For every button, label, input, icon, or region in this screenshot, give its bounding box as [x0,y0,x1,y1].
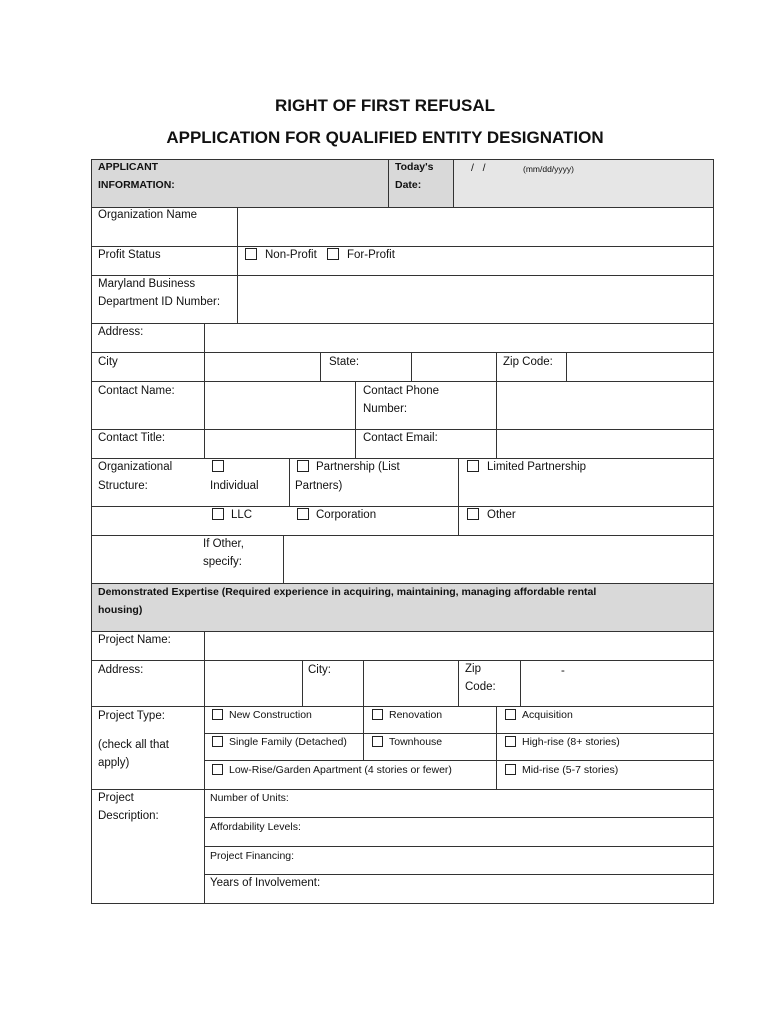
limited-partnership-checkbox[interactable] [467,460,479,472]
contact-phone-label-1: Contact Phone [363,385,440,397]
rule [320,352,321,381]
single-family-label: Single Family (Detached) [229,736,347,748]
date-format-hint: (mm/dd/yyyy) [523,164,574,174]
project-name-field[interactable] [205,632,713,660]
acquisition-checkbox[interactable] [505,709,516,720]
todays-date-label-2: Date: [395,179,422,191]
project-address-label: Address: [98,664,144,676]
mid-rise-checkbox[interactable] [505,764,516,775]
md-business-id-field[interactable] [238,276,713,323]
zip-code-field[interactable] [567,353,713,381]
for-profit-label: For-Profit [347,249,395,261]
corporation-label: Corporation [316,509,377,521]
contact-title-label: Contact Title: [98,432,166,444]
project-city-field[interactable] [364,661,458,706]
project-name-label: Project Name: [98,634,171,646]
acquisition-label: Acquisition [522,709,573,721]
new-construction-checkbox[interactable] [212,709,223,720]
project-description-label-2: Description: [98,810,159,822]
contact-email-label: Contact Email: [363,432,438,444]
rule [91,246,714,247]
project-city-label: City: [308,664,331,676]
llc-checkbox[interactable] [212,508,224,520]
number-of-units-field[interactable]: Number of Units: [210,792,289,804]
todays-date-label-1: Today's [395,161,434,173]
other-checkbox[interactable] [467,508,479,520]
partnership-label-1: Partnership (List [316,461,400,473]
form-title-line2: APPLICATION FOR QUALIFIED ENTITY DESIGNATION [166,128,604,147]
other-label: Other [487,509,516,521]
state-field[interactable] [412,353,496,381]
limited-partnership-label: Limited Partnership [487,461,587,473]
applicant-info-label-2: INFORMATION: [98,179,175,191]
contact-phone-label-2: Number: [363,403,408,415]
llc-label: LLC [231,509,253,521]
rule [388,159,389,207]
low-rise-checkbox[interactable] [212,764,223,775]
individual-label: Individual [210,480,259,492]
rule [91,903,714,904]
contact-phone-field[interactable] [497,382,713,429]
rule [91,789,714,790]
contact-email-field[interactable] [497,430,713,458]
high-rise-label: High-rise (8+ stories) [522,736,620,748]
city-field[interactable] [205,353,320,381]
rule [458,458,459,536]
townhouse-checkbox[interactable] [372,736,383,747]
project-address-field[interactable] [205,661,302,706]
if-other-label-2: specify: [203,556,242,568]
check-all-label-1: (check all that [98,739,169,751]
townhouse-label: Townhouse [389,736,443,748]
state-label: State: [329,356,360,368]
high-rise-checkbox[interactable] [505,736,516,747]
single-family-checkbox[interactable] [212,736,223,747]
address-label: Address: [98,326,144,338]
rule [91,458,714,459]
expertise-heading-2: housing) [98,604,143,616]
rule [458,660,459,706]
low-rise-label: Low-Rise/Garden Apartment (4 stories or fewer) [229,764,452,776]
rule [91,506,714,507]
expertise-heading-1: Demonstrated Expertise (Required experience in acquiring, maintaining, managing affordable rental [98,586,597,598]
organization-name-field[interactable] [238,208,713,246]
rule [713,159,714,904]
rule [289,458,290,506]
project-zip-label-2: Code: [465,681,496,693]
contact-name-field[interactable] [205,382,355,429]
individual-checkbox[interactable] [212,460,224,472]
project-type-label: Project Type: [98,710,165,722]
contact-name-label: Contact Name: [98,385,175,397]
org-structure-label-2: Structure: [98,480,148,492]
corporation-checkbox[interactable] [297,508,309,520]
if-other-label-1: If Other, [203,538,244,550]
non-profit-checkbox[interactable] [245,248,257,260]
rule [453,159,454,207]
zip-code-label: Zip Code: [503,356,553,368]
applicant-info-label-1: APPLICANT [98,161,159,173]
date-cell-shade [453,160,713,207]
project-zip-field[interactable]: - [561,665,565,677]
md-business-label-2: Department ID Number: [98,296,221,308]
md-business-label-1: Maryland Business [98,278,196,290]
organization-name-label: Organization Name [98,209,198,221]
renovation-label: Renovation [389,709,443,721]
mid-rise-label: Mid-rise (5-7 stories) [522,764,619,776]
partnership-label-2: Partners) [295,480,343,492]
new-construction-label: New Construction [229,709,312,721]
city-label: City [98,356,118,368]
non-profit-label: Non-Profit [265,249,317,261]
project-description-label-1: Project [98,792,134,804]
date-field[interactable]: / / [471,162,486,174]
for-profit-checkbox[interactable] [327,248,339,260]
rule [355,381,356,459]
rule [91,159,92,904]
project-financing-field[interactable]: Project Financing: [210,850,295,862]
affordability-levels-field[interactable]: Affordability Levels: [210,821,301,833]
check-all-label-2: apply) [98,757,130,769]
if-other-field[interactable] [284,536,713,583]
years-of-involvement-field[interactable]: Years of Involvement: [210,877,321,889]
contact-title-field[interactable] [205,430,355,458]
rule [496,706,497,790]
project-zip-label-1: Zip [465,663,481,675]
partnership-checkbox[interactable] [297,460,309,472]
rule [302,660,303,706]
form-title-line1: RIGHT OF FIRST REFUSAL [274,96,496,115]
rule [363,706,364,760]
profit-status-label: Profit Status [98,249,161,261]
org-structure-label-1: Organizational [98,461,173,473]
renovation-checkbox[interactable] [372,709,383,720]
address-field[interactable] [205,324,713,352]
rule [520,660,521,706]
